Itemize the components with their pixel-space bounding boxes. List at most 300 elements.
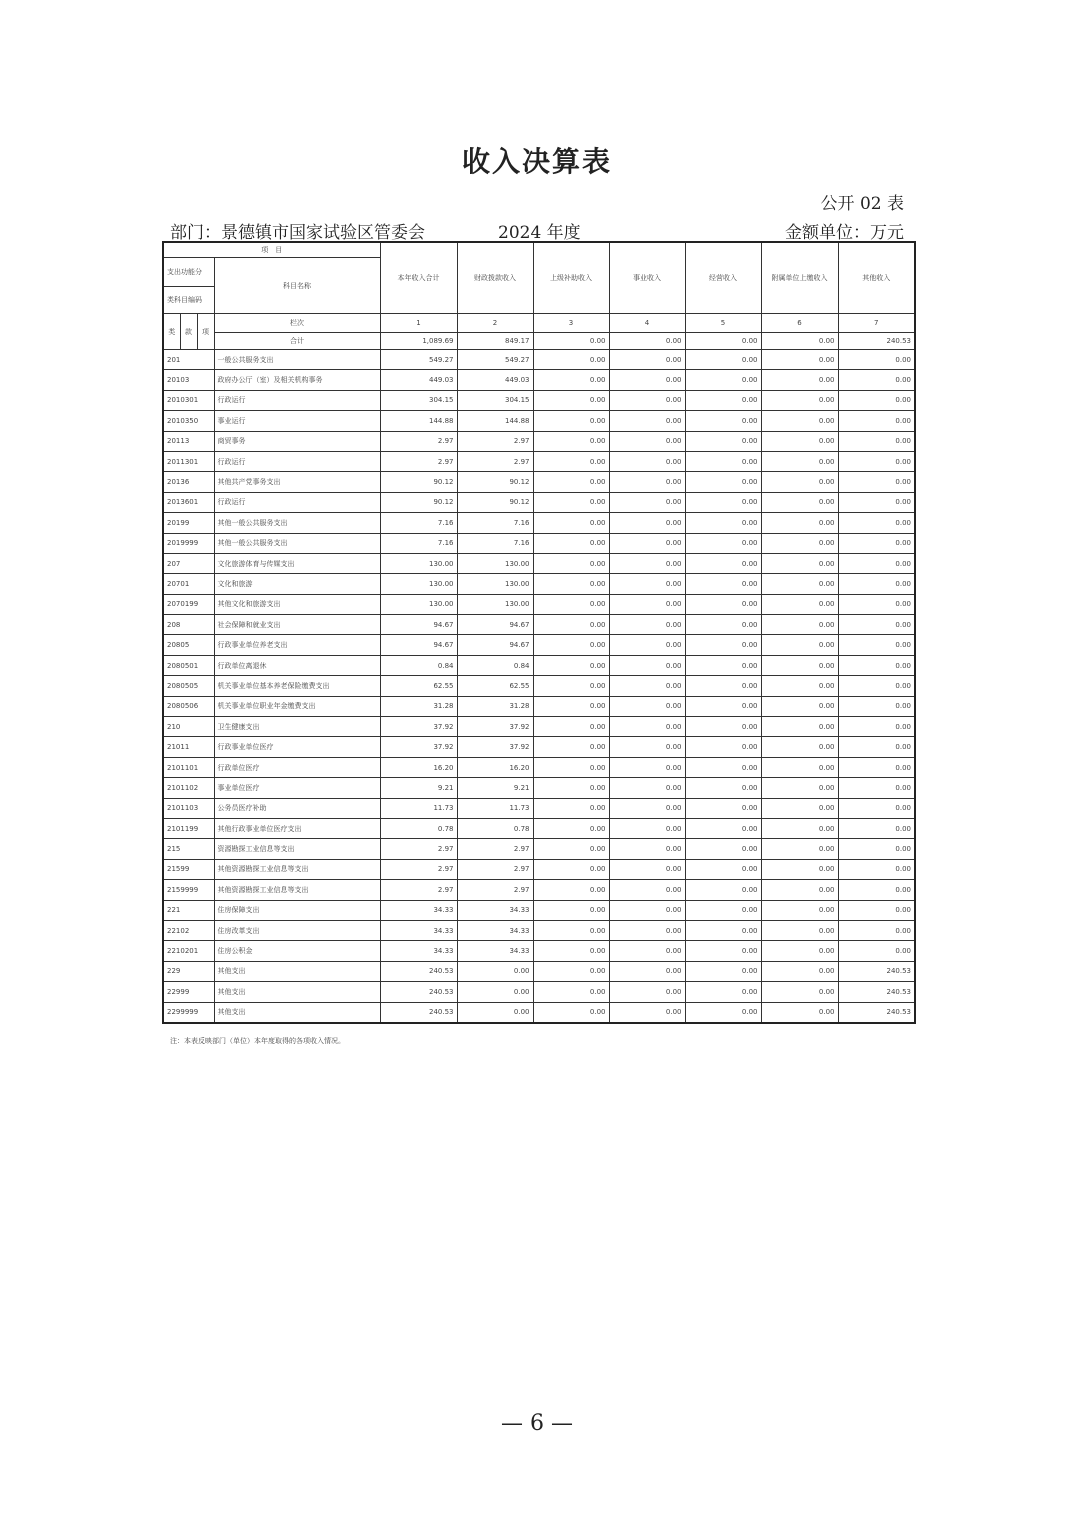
table-row — [163, 635, 915, 655]
row-value-v7: 0.00 — [838, 757, 915, 777]
row-value-v1: 94.67 — [380, 635, 457, 655]
row-value-v4: 0.00 — [609, 411, 685, 431]
total-v2: 849.17 — [457, 333, 533, 350]
row-value-v6: 0.00 — [761, 941, 838, 961]
row-value-v3: 0.00 — [533, 920, 609, 940]
table-row — [163, 472, 915, 492]
row-value-v2: 11.73 — [457, 798, 533, 818]
table-row — [163, 717, 915, 737]
row-value-v6: 0.00 — [761, 818, 838, 838]
row-code: 2159999 — [163, 880, 214, 900]
row-value-v5: 0.00 — [685, 615, 761, 635]
table-row — [163, 411, 915, 431]
row-code: 20701 — [163, 574, 214, 594]
row-value-v5: 0.00 — [685, 717, 761, 737]
row-value-v5: 0.00 — [685, 696, 761, 716]
row-value-v3: 0.00 — [533, 961, 609, 981]
row-value-v2: 449.03 — [457, 370, 533, 390]
row-subject-name: 机关事业单位职业年金缴费支出 — [214, 696, 380, 716]
row-subject-name: 其他文化和旅游支出 — [214, 594, 380, 614]
row-value-v4: 0.00 — [609, 615, 685, 635]
row-code: 215 — [163, 839, 214, 859]
row-value-v4: 0.00 — [609, 900, 685, 920]
row-code: 2010350 — [163, 411, 214, 431]
row-value-v5: 0.00 — [685, 859, 761, 879]
row-value-v2: 144.88 — [457, 411, 533, 431]
row-code: 21599 — [163, 859, 214, 879]
row-value-v4: 0.00 — [609, 961, 685, 981]
row-value-v5: 0.00 — [685, 839, 761, 859]
header-col-other: 其他收入 — [838, 242, 915, 314]
row-value-v7: 0.00 — [838, 350, 915, 370]
row-value-v7: 240.53 — [838, 961, 915, 981]
row-code: 2101199 — [163, 818, 214, 838]
row-code: 20136 — [163, 472, 214, 492]
row-code: 210 — [163, 717, 214, 737]
row-value-v4: 0.00 — [609, 451, 685, 471]
row-value-v3: 0.00 — [533, 411, 609, 431]
row-value-v5: 0.00 — [685, 941, 761, 961]
row-value-v4: 0.00 — [609, 818, 685, 838]
row-subject-name: 行政运行 — [214, 390, 380, 410]
row-value-v2: 34.33 — [457, 941, 533, 961]
row-value-v7: 0.00 — [838, 737, 915, 757]
row-value-v7: 0.00 — [838, 696, 915, 716]
row-value-v1: 2.97 — [380, 451, 457, 471]
row-value-v5: 0.00 — [685, 370, 761, 390]
row-value-v1: 9.21 — [380, 778, 457, 798]
row-value-v7: 0.00 — [838, 859, 915, 879]
table-row — [163, 982, 915, 1002]
row-value-v7: 0.00 — [838, 839, 915, 859]
row-value-v3: 0.00 — [533, 574, 609, 594]
row-value-v5: 0.00 — [685, 900, 761, 920]
row-value-v2: 304.15 — [457, 390, 533, 410]
row-subject-name: 事业运行 — [214, 411, 380, 431]
row-value-v1: 549.27 — [380, 350, 457, 370]
row-value-v5: 0.00 — [685, 737, 761, 757]
table-row — [163, 513, 915, 533]
row-value-v7: 0.00 — [838, 574, 915, 594]
row-value-v4: 0.00 — [609, 350, 685, 370]
row-code: 2080506 — [163, 696, 214, 716]
row-value-v6: 0.00 — [761, 472, 838, 492]
row-value-v3: 0.00 — [533, 737, 609, 757]
row-value-v3: 0.00 — [533, 717, 609, 737]
row-value-v7: 240.53 — [838, 1002, 915, 1023]
row-value-v3: 0.00 — [533, 513, 609, 533]
row-value-v5: 0.00 — [685, 920, 761, 940]
row-value-v5: 0.00 — [685, 880, 761, 900]
table-row — [163, 798, 915, 818]
row-value-v3: 0.00 — [533, 350, 609, 370]
row-value-v4: 0.00 — [609, 880, 685, 900]
unit-label: 金额单位：万元 — [785, 223, 904, 243]
row-value-v1: 240.53 — [380, 982, 457, 1002]
row-value-v6: 0.00 — [761, 390, 838, 410]
row-value-v4: 0.00 — [609, 798, 685, 818]
row-value-v1: 449.03 — [380, 370, 457, 390]
row-value-v2: 94.67 — [457, 635, 533, 655]
header-col-affiliate: 附属单位上缴收入 — [761, 242, 838, 314]
row-subject-name: 文化和旅游 — [214, 574, 380, 594]
row-value-v2: 2.97 — [457, 451, 533, 471]
row-value-v2: 0.84 — [457, 655, 533, 675]
row-value-v2: 2.97 — [457, 431, 533, 451]
row-value-v7: 0.00 — [838, 451, 915, 471]
row-value-v4: 0.00 — [609, 859, 685, 879]
row-subject-name: 其他资源勘探工业信息等支出 — [214, 880, 380, 900]
row-code: 2080501 — [163, 655, 214, 675]
row-value-v6: 0.00 — [761, 696, 838, 716]
row-subject-name: 行政单位离退休 — [214, 655, 380, 675]
row-value-v3: 0.00 — [533, 818, 609, 838]
row-subject-name: 一般公共服务支出 — [214, 350, 380, 370]
table-row — [163, 839, 915, 859]
row-value-v2: 0.00 — [457, 1002, 533, 1023]
row-value-v7: 0.00 — [838, 533, 915, 553]
row-value-v4: 0.00 — [609, 676, 685, 696]
row-code: 20103 — [163, 370, 214, 390]
row-subject-name: 其他共产党事务支出 — [214, 472, 380, 492]
row-subject-name: 事业单位医疗 — [214, 778, 380, 798]
row-value-v5: 0.00 — [685, 982, 761, 1002]
row-value-v3: 0.00 — [533, 839, 609, 859]
table-row — [163, 1002, 915, 1023]
row-subject-name: 其他资源勘探工业信息等支出 — [214, 859, 380, 879]
row-value-v4: 0.00 — [609, 757, 685, 777]
row-value-v4: 0.00 — [609, 472, 685, 492]
row-value-v1: 37.92 — [380, 717, 457, 737]
row-value-v3: 0.00 — [533, 655, 609, 675]
row-value-v7: 0.00 — [838, 778, 915, 798]
table-row — [163, 553, 915, 573]
row-value-v2: 2.97 — [457, 880, 533, 900]
header-col-fiscal: 财政拨款收入 — [457, 242, 533, 314]
row-value-v2: 7.16 — [457, 513, 533, 533]
row-value-v2: 16.20 — [457, 757, 533, 777]
row-value-v2: 0.00 — [457, 982, 533, 1002]
row-value-v5: 0.00 — [685, 411, 761, 431]
row-value-v6: 0.00 — [761, 574, 838, 594]
row-value-v4: 0.00 — [609, 533, 685, 553]
row-value-v4: 0.00 — [609, 390, 685, 410]
row-value-v6: 0.00 — [761, 370, 838, 390]
row-code: 2101103 — [163, 798, 214, 818]
row-subject-name: 社会保障和就业支出 — [214, 615, 380, 635]
row-subject-name: 行政运行 — [214, 492, 380, 512]
row-value-v1: 240.53 — [380, 961, 457, 981]
table-row — [163, 961, 915, 981]
col-number-4: 4 — [609, 314, 685, 333]
row-value-v4: 0.00 — [609, 920, 685, 940]
row-value-v6: 0.00 — [761, 880, 838, 900]
row-value-v1: 240.53 — [380, 1002, 457, 1023]
row-code: 207 — [163, 553, 214, 573]
row-value-v6: 0.00 — [761, 513, 838, 533]
row-value-v5: 0.00 — [685, 594, 761, 614]
row-value-v5: 0.00 — [685, 798, 761, 818]
header-func-class: 支出功能分 — [163, 258, 214, 287]
col-number-5: 5 — [685, 314, 761, 333]
row-value-v6: 0.00 — [761, 411, 838, 431]
table-row — [163, 594, 915, 614]
row-value-v2: 2.97 — [457, 859, 533, 879]
row-value-v6: 0.00 — [761, 717, 838, 737]
header-col-superior: 上级补助收入 — [533, 242, 609, 314]
total-label: 合计 — [214, 333, 380, 350]
row-value-v7: 0.00 — [838, 717, 915, 737]
row-value-v3: 0.00 — [533, 696, 609, 716]
row-subject-name: 机关事业单位基本养老保险缴费支出 — [214, 676, 380, 696]
row-value-v5: 0.00 — [685, 492, 761, 512]
row-value-v3: 0.00 — [533, 370, 609, 390]
row-code: 2210201 — [163, 941, 214, 961]
row-value-v2: 62.55 — [457, 676, 533, 696]
table-row — [163, 900, 915, 920]
row-value-v4: 0.00 — [609, 982, 685, 1002]
row-value-v5: 0.00 — [685, 655, 761, 675]
row-value-v7: 0.00 — [838, 370, 915, 390]
total-v3: 0.00 — [533, 333, 609, 350]
row-code: 208 — [163, 615, 214, 635]
row-value-v7: 0.00 — [838, 900, 915, 920]
row-value-v7: 0.00 — [838, 553, 915, 573]
row-value-v7: 0.00 — [838, 615, 915, 635]
col-number-2: 2 — [457, 314, 533, 333]
table-row — [163, 615, 915, 635]
row-value-v7: 0.00 — [838, 920, 915, 940]
row-code: 2101102 — [163, 778, 214, 798]
row-value-v3: 0.00 — [533, 472, 609, 492]
row-value-v5: 0.00 — [685, 818, 761, 838]
row-value-v7: 0.00 — [838, 513, 915, 533]
row-value-v3: 0.00 — [533, 492, 609, 512]
row-value-v6: 0.00 — [761, 615, 838, 635]
row-subject-name: 其他行政事业单位医疗支出 — [214, 818, 380, 838]
row-value-v1: 304.15 — [380, 390, 457, 410]
table-row — [163, 696, 915, 716]
row-subject-name: 公务员医疗补助 — [214, 798, 380, 818]
row-value-v4: 0.00 — [609, 553, 685, 573]
row-value-v3: 0.00 — [533, 553, 609, 573]
row-code: 22102 — [163, 920, 214, 940]
row-value-v6: 0.00 — [761, 676, 838, 696]
row-value-v2: 90.12 — [457, 492, 533, 512]
header-col-operating: 经营收入 — [685, 242, 761, 314]
row-subject-name: 行政运行 — [214, 451, 380, 471]
row-value-v7: 240.53 — [838, 982, 915, 1002]
page-title: 收入决算表 — [461, 145, 612, 178]
row-value-v5: 0.00 — [685, 635, 761, 655]
row-value-v4: 0.00 — [609, 1002, 685, 1023]
row-value-v6: 0.00 — [761, 961, 838, 981]
row-value-v2: 31.28 — [457, 696, 533, 716]
row-value-v6: 0.00 — [761, 451, 838, 471]
table-row — [163, 941, 915, 961]
row-value-v1: 7.16 — [380, 513, 457, 533]
col-number-3: 3 — [533, 314, 609, 333]
row-value-v3: 0.00 — [533, 533, 609, 553]
row-value-v5: 0.00 — [685, 1002, 761, 1023]
row-value-v1: 7.16 — [380, 533, 457, 553]
row-value-v7: 0.00 — [838, 594, 915, 614]
row-value-v1: 0.84 — [380, 655, 457, 675]
row-value-v3: 0.00 — [533, 900, 609, 920]
row-subject-name: 行政事业单位医疗 — [214, 737, 380, 757]
row-code: 2299999 — [163, 1002, 214, 1023]
row-value-v6: 0.00 — [761, 982, 838, 1002]
row-value-v6: 0.00 — [761, 737, 838, 757]
row-value-v1: 130.00 — [380, 553, 457, 573]
row-value-v1: 34.33 — [380, 900, 457, 920]
row-subject-name: 资源勘探工业信息等支出 — [214, 839, 380, 859]
row-value-v2: 37.92 — [457, 717, 533, 737]
row-value-v3: 0.00 — [533, 982, 609, 1002]
row-value-v7: 0.00 — [838, 390, 915, 410]
row-value-v3: 0.00 — [533, 635, 609, 655]
col-number-6: 6 — [761, 314, 838, 333]
table-row — [163, 533, 915, 553]
row-code: 2080505 — [163, 676, 214, 696]
row-value-v5: 0.00 — [685, 553, 761, 573]
table-row — [163, 492, 915, 512]
row-value-v2: 37.92 — [457, 737, 533, 757]
table-row — [163, 920, 915, 940]
row-value-v1: 2.97 — [380, 880, 457, 900]
table-row — [163, 390, 915, 410]
row-value-v6: 0.00 — [761, 900, 838, 920]
row-value-v5: 0.00 — [685, 757, 761, 777]
row-code: 201 — [163, 350, 214, 370]
row-value-v4: 0.00 — [609, 635, 685, 655]
col-number-7: 7 — [838, 314, 915, 333]
row-value-v6: 0.00 — [761, 553, 838, 573]
row-value-v4: 0.00 — [609, 513, 685, 533]
table-row — [163, 655, 915, 675]
row-code: 20113 — [163, 431, 214, 451]
row-value-v7: 0.00 — [838, 431, 915, 451]
row-value-v3: 0.00 — [533, 880, 609, 900]
row-value-v3: 0.00 — [533, 778, 609, 798]
row-value-v6: 0.00 — [761, 778, 838, 798]
row-value-v7: 0.00 — [838, 818, 915, 838]
row-value-v5: 0.00 — [685, 778, 761, 798]
row-value-v5: 0.00 — [685, 533, 761, 553]
row-code: 2013601 — [163, 492, 214, 512]
row-value-v7: 0.00 — [838, 655, 915, 675]
row-value-v7: 0.00 — [838, 472, 915, 492]
row-value-v6: 0.00 — [761, 757, 838, 777]
table-code: 公开 02 表 — [820, 194, 904, 214]
table-row — [163, 431, 915, 451]
row-value-v1: 16.20 — [380, 757, 457, 777]
row-code: 229 — [163, 961, 214, 981]
row-value-v1: 2.97 — [380, 839, 457, 859]
table-row — [163, 370, 915, 390]
row-code: 2011301 — [163, 451, 214, 471]
total-v6: 0.00 — [761, 333, 838, 350]
row-value-v1: 144.88 — [380, 411, 457, 431]
row-code: 21011 — [163, 737, 214, 757]
row-value-v7: 0.00 — [838, 798, 915, 818]
row-value-v2: 9.21 — [457, 778, 533, 798]
row-value-v1: 34.33 — [380, 920, 457, 940]
row-value-v5: 0.00 — [685, 961, 761, 981]
row-value-v2: 34.33 — [457, 920, 533, 940]
row-value-v5: 0.00 — [685, 676, 761, 696]
row-value-v1: 11.73 — [380, 798, 457, 818]
row-value-v2: 549.27 — [457, 350, 533, 370]
row-value-v3: 0.00 — [533, 676, 609, 696]
row-subject-name: 其他一般公共服务支出 — [214, 533, 380, 553]
row-value-v6: 0.00 — [761, 635, 838, 655]
row-value-v7: 0.00 — [838, 635, 915, 655]
row-value-v3: 0.00 — [533, 615, 609, 635]
row-code: 20805 — [163, 635, 214, 655]
row-code: 2070199 — [163, 594, 214, 614]
row-value-v5: 0.00 — [685, 390, 761, 410]
row-value-v1: 62.55 — [380, 676, 457, 696]
row-value-v1: 90.12 — [380, 472, 457, 492]
table-row — [163, 451, 915, 471]
total-v1: 1,089.69 — [380, 333, 457, 350]
table-row — [163, 859, 915, 879]
row-subject-name: 其他支出 — [214, 982, 380, 1002]
header-column-order: 栏次 — [214, 314, 380, 333]
table-row — [163, 737, 915, 757]
row-value-v5: 0.00 — [685, 472, 761, 492]
row-value-v1: 130.00 — [380, 574, 457, 594]
row-value-v2: 130.00 — [457, 594, 533, 614]
header-kuan: 款 — [180, 314, 197, 350]
row-subject-name: 政府办公厅（室）及相关机构事务 — [214, 370, 380, 390]
table-row — [163, 757, 915, 777]
total-v5: 0.00 — [685, 333, 761, 350]
row-value-v4: 0.00 — [609, 778, 685, 798]
row-value-v5: 0.00 — [685, 431, 761, 451]
row-subject-name: 文化旅游体育与传媒支出 — [214, 553, 380, 573]
row-value-v2: 130.00 — [457, 553, 533, 573]
row-value-v4: 0.00 — [609, 717, 685, 737]
row-value-v2: 34.33 — [457, 900, 533, 920]
department-label: 部门：景德镇市国家试验区管委会 — [170, 223, 425, 243]
row-value-v1: 34.33 — [380, 941, 457, 961]
row-value-v5: 0.00 — [685, 574, 761, 594]
row-value-v7: 0.00 — [838, 492, 915, 512]
row-value-v3: 0.00 — [533, 798, 609, 818]
row-value-v7: 0.00 — [838, 411, 915, 431]
row-value-v4: 0.00 — [609, 574, 685, 594]
table-row — [163, 778, 915, 798]
row-subject-name: 住房改革支出 — [214, 920, 380, 940]
row-value-v1: 130.00 — [380, 594, 457, 614]
row-value-v7: 0.00 — [838, 676, 915, 696]
row-value-v6: 0.00 — [761, 839, 838, 859]
row-subject-name: 卫生健康支出 — [214, 717, 380, 737]
income-table — [162, 241, 916, 1024]
row-value-v4: 0.00 — [609, 370, 685, 390]
row-value-v3: 0.00 — [533, 941, 609, 961]
header-col-total: 本年收入合计 — [380, 242, 457, 314]
row-value-v4: 0.00 — [609, 492, 685, 512]
row-subject-name: 其他支出 — [214, 961, 380, 981]
row-value-v3: 0.00 — [533, 594, 609, 614]
row-value-v2: 130.00 — [457, 574, 533, 594]
total-v4: 0.00 — [609, 333, 685, 350]
row-value-v1: 31.28 — [380, 696, 457, 716]
row-value-v7: 0.00 — [838, 941, 915, 961]
